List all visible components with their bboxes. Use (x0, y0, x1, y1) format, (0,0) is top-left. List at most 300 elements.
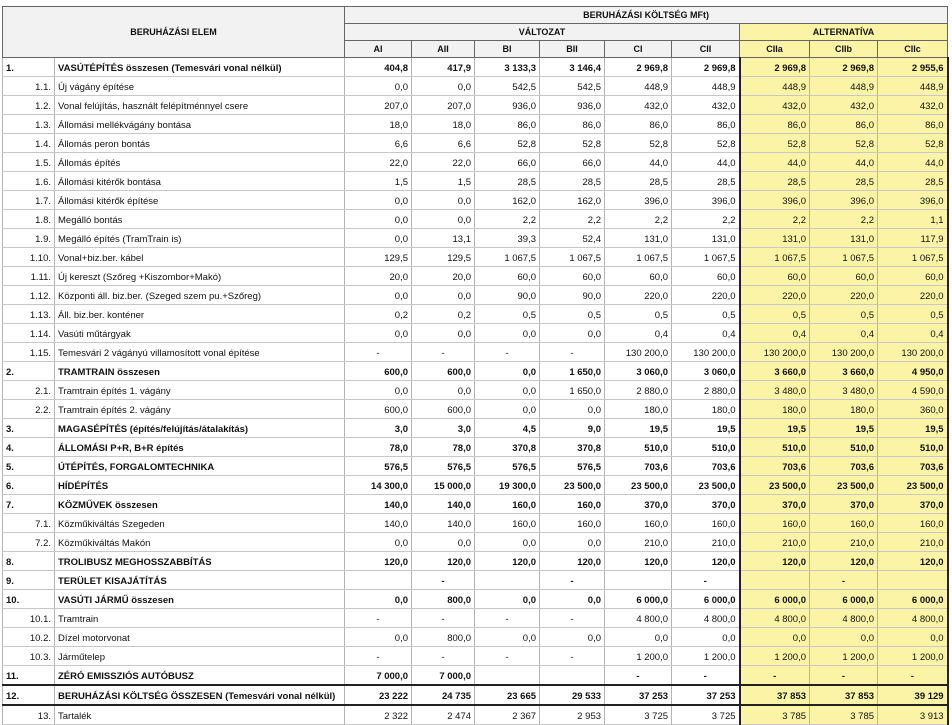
cost-cell: 0,0 (345, 628, 412, 647)
cost-cell: 1,5 (412, 172, 475, 191)
row-number: 10. (3, 590, 55, 609)
table-row (3, 685, 948, 705)
row-label: BERUHÁZÁSI KÖLTSÉG ÖSSZESEN (Temesvári vonal nélkül) (55, 685, 345, 705)
cost-cell: 370,0 (672, 495, 740, 514)
cost-cell: 220,0 (605, 286, 672, 305)
cost-cell: 4 800,0 (740, 609, 810, 628)
row-label: TROLIBUSZ MEGHOSSZABBÍTÁS (55, 552, 345, 571)
cost-cell: 3 785 (810, 705, 878, 725)
cost-cell: 220,0 (810, 286, 878, 305)
table-row (3, 628, 948, 647)
cost-cell: 0,5 (475, 305, 540, 324)
cost-cell: 24 735 (412, 685, 475, 705)
row-number: 10.2. (3, 628, 55, 647)
cost-cell: 2 953 (540, 705, 605, 725)
table-row (3, 495, 948, 514)
row-label: Állomás építés (55, 153, 345, 172)
cost-cell: 448,9 (810, 77, 878, 96)
cost-cell: 60,0 (878, 267, 948, 286)
cost-cell: 1 650,0 (540, 381, 605, 400)
cost-cell: 417,9 (412, 58, 475, 77)
row-number: 1.12. (3, 286, 55, 305)
cost-cell: 37 853 (740, 685, 810, 705)
alternative-header: ALTERNATÍVA (740, 24, 948, 41)
cost-cell: 1 067,5 (878, 248, 948, 267)
table-row (3, 362, 948, 381)
cost-cell: 0,0 (475, 381, 540, 400)
cost-cell: - (540, 343, 605, 362)
column-header-ciic: CIIc (878, 41, 948, 58)
row-number: 5. (3, 457, 55, 476)
row-number: 1.15. (3, 343, 55, 362)
cost-cell: 207,0 (345, 96, 412, 115)
cost-cell: 117,9 (878, 229, 948, 248)
row-number: 2.1. (3, 381, 55, 400)
cost-cell: 0,5 (605, 305, 672, 324)
cost-cell: 160,0 (475, 495, 540, 514)
cost-cell: 66,0 (540, 153, 605, 172)
row-label: Közműkiváltás Szegeden (55, 514, 345, 533)
cost-cell: 37 253 (605, 685, 672, 705)
cost-cell: 220,0 (672, 286, 740, 305)
cost-cell: 703,6 (740, 457, 810, 476)
row-label: Vasúti műtárgyak (55, 324, 345, 343)
table-row (3, 115, 948, 134)
cost-cell: - (540, 609, 605, 628)
cost-cell: 39,3 (475, 229, 540, 248)
table-row (3, 438, 948, 457)
cost-cell: 0,0 (345, 590, 412, 609)
cost-cell: 0,5 (810, 305, 878, 324)
table-row (3, 400, 948, 419)
cost-cell: 370,8 (540, 438, 605, 457)
cost-cell: 3 060,0 (605, 362, 672, 381)
investment-cost-table (2, 6, 949, 725)
cost-cell: 404,8 (345, 58, 412, 77)
cost-cell: 44,0 (605, 153, 672, 172)
cost-cell: 703,6 (672, 457, 740, 476)
cost-cell: 0,5 (740, 305, 810, 324)
column-header-ciia: CIIa (740, 41, 810, 58)
row-number: 1.7. (3, 191, 55, 210)
row-number: 1.14. (3, 324, 55, 343)
cost-cell: 396,0 (878, 191, 948, 210)
cost-cell: 1,5 (345, 172, 412, 191)
cost-cell: 6 000,0 (878, 590, 948, 609)
cost-cell: 600,0 (412, 362, 475, 381)
cost-cell: 4 950,0 (878, 362, 948, 381)
cost-cell: 207,0 (412, 96, 475, 115)
cost-cell: 130 200,0 (605, 343, 672, 362)
cost-cell: 19,5 (810, 419, 878, 438)
table-row (3, 134, 948, 153)
cost-cell: 576,5 (475, 457, 540, 476)
cost-cell: 0,0 (672, 628, 740, 647)
cost-cell: 0,5 (878, 305, 948, 324)
row-number: 1.6. (3, 172, 55, 191)
row-label: VASÚTÉPÍTÉS összesen (Temesvári vonal nélkül) (55, 58, 345, 77)
column-header-bi: BI (475, 41, 540, 58)
cost-cell: 28,5 (672, 172, 740, 191)
cost-cell: 23 500,0 (810, 476, 878, 495)
cost-cell: 86,0 (740, 115, 810, 134)
cost-cell: 510,0 (672, 438, 740, 457)
cost-cell: 140,0 (345, 514, 412, 533)
table-row (3, 571, 948, 590)
cost-cell: 160,0 (540, 495, 605, 514)
table-row (3, 324, 948, 343)
cost-cell: 160,0 (605, 514, 672, 533)
cost-cell: 0,0 (878, 628, 948, 647)
cost-cell: 542,5 (475, 77, 540, 96)
row-label: Tramtrain építés 1. vágány (55, 381, 345, 400)
cost-cell: 60,0 (605, 267, 672, 286)
row-number: 1.2. (3, 96, 55, 115)
cost-cell: 140,0 (412, 514, 475, 533)
cost-cell: 52,8 (605, 134, 672, 153)
cost-cell: 2,2 (605, 210, 672, 229)
cost-cell: 86,0 (605, 115, 672, 134)
row-number: 7. (3, 495, 55, 514)
cost-cell: - (810, 571, 878, 590)
cost-cell: 210,0 (605, 533, 672, 552)
cost-cell: 66,0 (475, 153, 540, 172)
cost-cell: 120,0 (345, 552, 412, 571)
cost-cell: 60,0 (540, 267, 605, 286)
cost-cell: 0,0 (810, 628, 878, 647)
cost-cell: 120,0 (878, 552, 948, 571)
table-row (3, 514, 948, 533)
table-row (3, 666, 948, 686)
row-number: 11. (3, 666, 55, 686)
cost-cell: 120,0 (672, 552, 740, 571)
table-row (3, 229, 948, 248)
cost-cell: 0,0 (345, 381, 412, 400)
table-row (3, 647, 948, 666)
cost-cell: 0,0 (475, 590, 540, 609)
cost-cell: 210,0 (740, 533, 810, 552)
row-number: 9. (3, 571, 55, 590)
cost-cell: 2 969,8 (672, 58, 740, 77)
cost-cell: 86,0 (672, 115, 740, 134)
cost-cell: 0,0 (345, 533, 412, 552)
cost-cell: 22,0 (412, 153, 475, 172)
cost-cell: 131,0 (605, 229, 672, 248)
table-row (3, 191, 948, 210)
cost-cell: - (345, 343, 412, 362)
cost-cell: 220,0 (878, 286, 948, 305)
cost-cell: 703,6 (810, 457, 878, 476)
column-header-ai: AI (345, 41, 412, 58)
cost-cell: 120,0 (412, 552, 475, 571)
cost-cell: 1 200,0 (672, 647, 740, 666)
cost-cell: 3 060,0 (672, 362, 740, 381)
cost-cell: 210,0 (672, 533, 740, 552)
cost-cell: 130 200,0 (672, 343, 740, 362)
table-row (3, 457, 948, 476)
cost-cell: 29 533 (540, 685, 605, 705)
cost-cell: 3 660,0 (810, 362, 878, 381)
cost-cell: 1 067,5 (672, 248, 740, 267)
table-body (3, 58, 948, 725)
cost-cell: 6 000,0 (810, 590, 878, 609)
cost-cell: 180,0 (672, 400, 740, 419)
cost-cell: 129,5 (345, 248, 412, 267)
cost-cell: 129,5 (412, 248, 475, 267)
row-label: Közműkiváltás Makón (55, 533, 345, 552)
cost-cell: 90,0 (475, 286, 540, 305)
cost-cell: 3,0 (345, 419, 412, 438)
table-row (3, 153, 948, 172)
cost-cell: 3 660,0 (740, 362, 810, 381)
cost-cell: 0,0 (475, 324, 540, 343)
row-label: Állomási kitérők építése (55, 191, 345, 210)
row-number: 1.8. (3, 210, 55, 229)
cost-cell: 4 800,0 (605, 609, 672, 628)
cost-cell: 22,0 (345, 153, 412, 172)
cost-cell: 2 955,6 (878, 58, 948, 77)
cost-cell: 52,8 (740, 134, 810, 153)
cost-cell: 2 322 (345, 705, 412, 725)
cost-cell: 0,0 (345, 191, 412, 210)
cost-cell: 4 800,0 (672, 609, 740, 628)
table-row (3, 267, 948, 286)
cost-cell: 120,0 (740, 552, 810, 571)
cost-cell: 131,0 (810, 229, 878, 248)
row-number: 8. (3, 552, 55, 571)
cost-cell: 576,5 (345, 457, 412, 476)
table-row (3, 419, 948, 438)
cost-cell: 370,0 (810, 495, 878, 514)
cost-cell: 140,0 (412, 495, 475, 514)
cost-cell: 432,0 (605, 96, 672, 115)
cost-cell: 28,5 (810, 172, 878, 191)
table-row (3, 96, 948, 115)
cost-cell: 0,0 (540, 324, 605, 343)
cost-cell: 28,5 (475, 172, 540, 191)
row-label: Járműtelep (55, 647, 345, 666)
row-number: 2.2. (3, 400, 55, 419)
cost-cell: 3 725 (605, 705, 672, 725)
cost-cell: 0,0 (475, 400, 540, 419)
row-label: Állomási mellékvágány bontása (55, 115, 345, 134)
cost-cell: 510,0 (740, 438, 810, 457)
cost-cell: 0,0 (345, 210, 412, 229)
cost-cell: 2,2 (672, 210, 740, 229)
cost-cell: 131,0 (672, 229, 740, 248)
cost-cell: 600,0 (345, 362, 412, 381)
cost-cell: 210,0 (810, 533, 878, 552)
cost-cell: 0,2 (412, 305, 475, 324)
cost-cell: - (345, 609, 412, 628)
row-number: 1.9. (3, 229, 55, 248)
cost-cell: 0,0 (412, 210, 475, 229)
cost-cell: 510,0 (605, 438, 672, 457)
row-number: 1.13. (3, 305, 55, 324)
cost-cell: - (345, 647, 412, 666)
cost-cell: 23 500,0 (605, 476, 672, 495)
cost-cell: 432,0 (672, 96, 740, 115)
cost-cell: 90,0 (540, 286, 605, 305)
cost-cell: 19 300,0 (475, 476, 540, 495)
cost-cell: 600,0 (345, 400, 412, 419)
row-label: Tartalék (55, 705, 345, 725)
cost-cell: 703,6 (605, 457, 672, 476)
cost-cell: 4,5 (475, 419, 540, 438)
cost-cell: 510,0 (810, 438, 878, 457)
cost-cell: 1 067,5 (605, 248, 672, 267)
cost-cell: 0,4 (605, 324, 672, 343)
cost-cell: 936,0 (540, 96, 605, 115)
cost-cell: - (878, 666, 948, 686)
row-number: 4. (3, 438, 55, 457)
cost-cell (740, 571, 810, 590)
cost-cell: 39 129 (878, 685, 948, 705)
cost-cell: 6 000,0 (605, 590, 672, 609)
cost-cell: 370,0 (740, 495, 810, 514)
cost-cell: 60,0 (810, 267, 878, 286)
cost-cell: 60,0 (740, 267, 810, 286)
cost-cell: 360,0 (878, 400, 948, 419)
row-label: Új kereszt (Szőreg +Kiszombor+Makó) (55, 267, 345, 286)
row-number: 3. (3, 419, 55, 438)
cost-cell: - (605, 666, 672, 686)
cost-cell: 0,0 (540, 590, 605, 609)
cost-cell (878, 571, 948, 590)
table-row (3, 609, 948, 628)
cost-cell: 44,0 (810, 153, 878, 172)
column-header-ciib: CIIb (810, 41, 878, 58)
column-header-cii: CII (672, 41, 740, 58)
cost-cell: 52,8 (475, 134, 540, 153)
cost-cell: 6,6 (412, 134, 475, 153)
cost-cell: 1 200,0 (878, 647, 948, 666)
cost-cell: 2 474 (412, 705, 475, 725)
row-number: 13. (3, 705, 55, 725)
cost-cell: 52,8 (540, 134, 605, 153)
cost-cell: 0,0 (412, 77, 475, 96)
table-row (3, 58, 948, 77)
cost-cell: 19,5 (672, 419, 740, 438)
cost-cell: 3 785 (740, 705, 810, 725)
cost-cell: 396,0 (605, 191, 672, 210)
header-row-1 (3, 7, 948, 24)
cost-cell: 1,1 (878, 210, 948, 229)
cost-cell: 60,0 (672, 267, 740, 286)
cost-cell: 448,9 (740, 77, 810, 96)
cost-cell: 510,0 (878, 438, 948, 457)
row-label: Tramtrain építés 2. vágány (55, 400, 345, 419)
cost-cell: 3 480,0 (740, 381, 810, 400)
table-row (3, 381, 948, 400)
cost-cell: 4 800,0 (878, 609, 948, 628)
row-label: ÁLLOMÁSI P+R, B+R építés (55, 438, 345, 457)
cost-cell: 23 222 (345, 685, 412, 705)
cost-cell: 44,0 (740, 153, 810, 172)
table-row (3, 552, 948, 571)
cost-cell: 0,0 (540, 400, 605, 419)
cost-cell (475, 666, 540, 686)
cost-cell: 1 067,5 (475, 248, 540, 267)
cost-cell: 2 880,0 (672, 381, 740, 400)
cost-cell: 20,0 (345, 267, 412, 286)
variant-header: VÁLTOZAT (345, 24, 740, 41)
cost-cell: 160,0 (810, 514, 878, 533)
row-number: 1.5. (3, 153, 55, 172)
cost-cell: 9,0 (540, 419, 605, 438)
cost-cell: 0,4 (740, 324, 810, 343)
table-row (3, 343, 948, 362)
cost-cell: 2,2 (475, 210, 540, 229)
cost-cell: 7 000,0 (412, 666, 475, 686)
cost-cell: 370,0 (878, 495, 948, 514)
cost-cell: 3 480,0 (810, 381, 878, 400)
cost-cell: - (540, 647, 605, 666)
cost-cell: 448,9 (672, 77, 740, 96)
cost-cell: 52,8 (810, 134, 878, 153)
cost-cell (475, 571, 540, 590)
cost-cell: 19,5 (740, 419, 810, 438)
cost-cell: 78,0 (412, 438, 475, 457)
cost-cell: 23 500,0 (672, 476, 740, 495)
cost-cell: 1 067,5 (740, 248, 810, 267)
cost-cell: 0,0 (540, 533, 605, 552)
row-label: ZÉRÓ EMISSZIÓS AUTÓBUSZ (55, 666, 345, 686)
cost-cell: 15 000,0 (412, 476, 475, 495)
cost-cell: - (412, 343, 475, 362)
cost-cell: 0,4 (878, 324, 948, 343)
cost-cell: 936,0 (475, 96, 540, 115)
cost-cell: 2 880,0 (605, 381, 672, 400)
cost-cell: 3 133,3 (475, 58, 540, 77)
cost-cell: 23 665 (475, 685, 540, 705)
cost-cell: 0,0 (412, 324, 475, 343)
cost-cell: 0,0 (345, 286, 412, 305)
cost-cell: 28,5 (605, 172, 672, 191)
cost-cell: 800,0 (412, 628, 475, 647)
cost-cell: 3,0 (412, 419, 475, 438)
cost-cell: 800,0 (412, 590, 475, 609)
cost-cell: 3 146,4 (540, 58, 605, 77)
table-row (3, 590, 948, 609)
cost-cell: 542,5 (540, 77, 605, 96)
cost-cell: 130 200,0 (810, 343, 878, 362)
column-header-ci: CI (605, 41, 672, 58)
cost-cell: 37 253 (672, 685, 740, 705)
cost-cell: 210,0 (878, 533, 948, 552)
cost-cell: 432,0 (810, 96, 878, 115)
row-number: 1.11. (3, 267, 55, 286)
cost-cell: 14 300,0 (345, 476, 412, 495)
row-number: 10.1. (3, 609, 55, 628)
row-label: HÍDÉPÍTÉS (55, 476, 345, 495)
row-label: Állomási kitérők bontása (55, 172, 345, 191)
cost-cell: 1 067,5 (810, 248, 878, 267)
cost-cell: 180,0 (740, 400, 810, 419)
cost-header: BERUHÁZÁSI KÖLTSÉG MFt) (345, 7, 948, 24)
cost-cell: 2,2 (740, 210, 810, 229)
cost-cell: 28,5 (540, 172, 605, 191)
row-number: 1.10. (3, 248, 55, 267)
cost-cell: 52,8 (878, 134, 948, 153)
table-row (3, 172, 948, 191)
cost-cell: 6,6 (345, 134, 412, 153)
row-label: Dízel motorvonat (55, 628, 345, 647)
cost-cell: 37 853 (810, 685, 878, 705)
row-label: TRAMTRAIN összesen (55, 362, 345, 381)
cost-cell: 44,0 (878, 153, 948, 172)
cost-cell (605, 571, 672, 590)
